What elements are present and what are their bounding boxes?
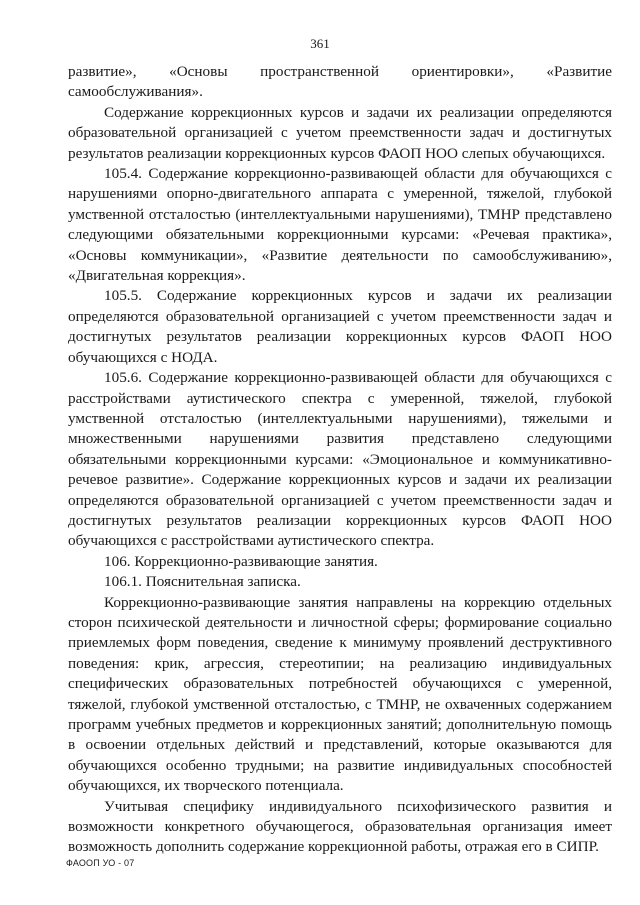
page-footer: ФАООП УО - 07 [66,858,135,868]
page-number: 361 [310,36,330,51]
paragraph-correctional-sessions: Коррекционно-развивающие занятия направлены на коррекцию отдельных сторон психической деятельности и личностной сферы; формирование социально приемлемых форм поведения, сведение к минимуму проявлений деструктивного поведения: крик, агрессия, стереотипии; на реализацию индивидуальных специфических образовательных потребностей обучающихся с умеренной, тяжелой, глубокой умственной отсталостью, с ТМНР, не охваченных содержанием программ учебных предметов и коррекционных занятий; дополнительную помощь в освоении отдельных действий и представлений, которые оказываются для обучающихся особенно трудными; на развитие индивидуальных способностей обучающихся, их творческого потенциала. [68,593,612,795]
paragraph-courses-content: Содержание коррекционных курсов и задачи их реализации определяются образовательной организацией с учетом преемственности задач и достигнутых результатов реализации коррекционных курсов ФАОП НОО слепых обучающихся. [68,103,612,162]
paragraph-considering-specifics: Учитывая специфику индивидуального психофизического развития и возможности конкретного обучающегося, образовательная организация имеет возможность дополнить содержание коррекционной работы, отражая его в СИПР. [68,797,612,856]
paragraph-continuation: развитие», «Основы пространственной ориентировки», «Развитие самообслуживания». [68,63,612,101]
section-heading-106-1: 106.1. Пояснительная записка. [104,573,301,591]
document-body [68,62,612,858]
paragraph-105-5: 105.5. Содержание коррекционных курсов и задачи их реализации определяются образовательной организацией с учетом преемственности задач и достигнутых результатов реализации коррекционных курсов ФАОП НОО обучающихся с НОДА. [68,287,612,366]
paragraph-105-6: 105.6. Содержание коррекционно-развивающей области для обучающихся с расстройствами аутистического спектра с умеренной, тяжелой, глубокой умственной отсталостью (интеллектуальными нарушениями), тяжелыми и множественными нарушениями развития представлено следующими обязательными коррекционными курсами: «Эмоциональное и коммуникативно-речевое развитие». Содержание коррекционных курсов и задачи их реализации определяются образовательной организацией с учетом преемственности задач и достигнутых результатов реализации коррекционных курсов ФАОП НОО обучающихся с расстройствами аутистического спектра. [68,369,612,550]
section-heading-106: 106. Коррекционно-развивающие занятия. [104,552,378,570]
paragraph-105-4: 105.4. Содержание коррекционно-развивающей области для обучающихся с нарушениями опорно-двигательного аппарата с умеренной, тяжелой, глубокой умственной отсталостью (интеллектуальными нарушениями), ТМНР представлено следующими обязательными коррекционными курсами: «Речевая практика», «Основы коммуникации», «Развитие деятельности по самообслуживанию», «Двигательная коррекция». [68,165,612,285]
